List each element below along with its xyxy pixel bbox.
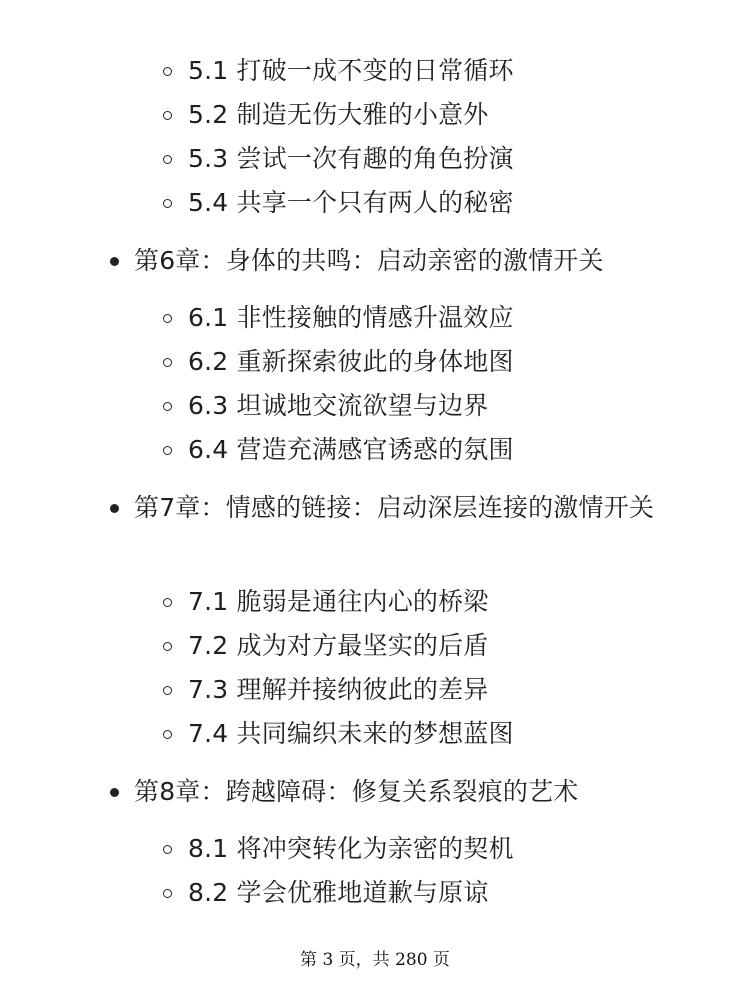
sub-bullet-icon xyxy=(163,155,172,164)
sub-bullet-icon xyxy=(163,199,172,208)
toc-subitem: 6.1 非性接触的情感升温效应 xyxy=(188,303,514,332)
sub-bullet-icon xyxy=(163,889,172,898)
sub-bullet-icon xyxy=(163,642,172,651)
toc-subitem: 7.2 成为对方最坚实的后盾 xyxy=(188,631,489,660)
toc-subitem: 7.4 共同编织未来的梦想蓝图 xyxy=(188,719,514,748)
chapter-bullet-icon xyxy=(110,788,119,797)
sub-bullet-icon xyxy=(163,358,172,367)
toc-subitem: 5.4 共享一个只有两人的秘密 xyxy=(188,188,514,217)
sub-bullet-icon xyxy=(163,67,172,76)
sub-bullet-icon xyxy=(163,111,172,120)
sub-bullet-icon xyxy=(163,402,172,411)
toc-subitem: 6.3 坦诚地交流欲望与边界 xyxy=(188,391,489,420)
page-number: 第 3 页，共 280 页 xyxy=(300,950,450,970)
toc-chapter: 第6章：身体的共鸣：启动亲密的激情开关 xyxy=(134,246,604,275)
toc-subitem: 8.2 学会优雅地道歉与原谅 xyxy=(188,878,489,907)
sub-bullet-icon xyxy=(163,446,172,455)
toc-subitem: 5.2 制造无伤大雅的小意外 xyxy=(188,100,489,129)
toc-subitem: 8.1 将冲突转化为亲密的契机 xyxy=(188,834,514,863)
toc-subitem: 6.4 营造充满感官诱惑的氛围 xyxy=(188,435,514,464)
sub-bullet-icon xyxy=(163,730,172,739)
sub-bullet-icon xyxy=(163,845,172,854)
sub-bullet-icon xyxy=(163,314,172,323)
toc-subitem: 5.3 尝试一次有趣的角色扮演 xyxy=(188,144,514,173)
chapter-bullet-icon xyxy=(110,504,119,513)
toc-subitem: 7.1 脆弱是通往内心的桥梁 xyxy=(188,587,489,616)
chapter-bullet-icon xyxy=(110,257,119,266)
toc-subitem: 5.1 打破一成不变的日常循环 xyxy=(188,56,514,85)
sub-bullet-icon xyxy=(163,598,172,607)
sub-bullet-icon xyxy=(163,686,172,695)
toc-subitem: 6.2 重新探索彼此的身体地图 xyxy=(188,347,514,376)
toc-chapter: 第8章：跨越障碍：修复关系裂痕的艺术 xyxy=(134,777,579,806)
toc-subitem: 7.3 理解并接纳彼此的差异 xyxy=(188,675,489,704)
toc-chapter: 第7章：情感的链接：启动深层连接的激情开关 xyxy=(134,493,655,522)
